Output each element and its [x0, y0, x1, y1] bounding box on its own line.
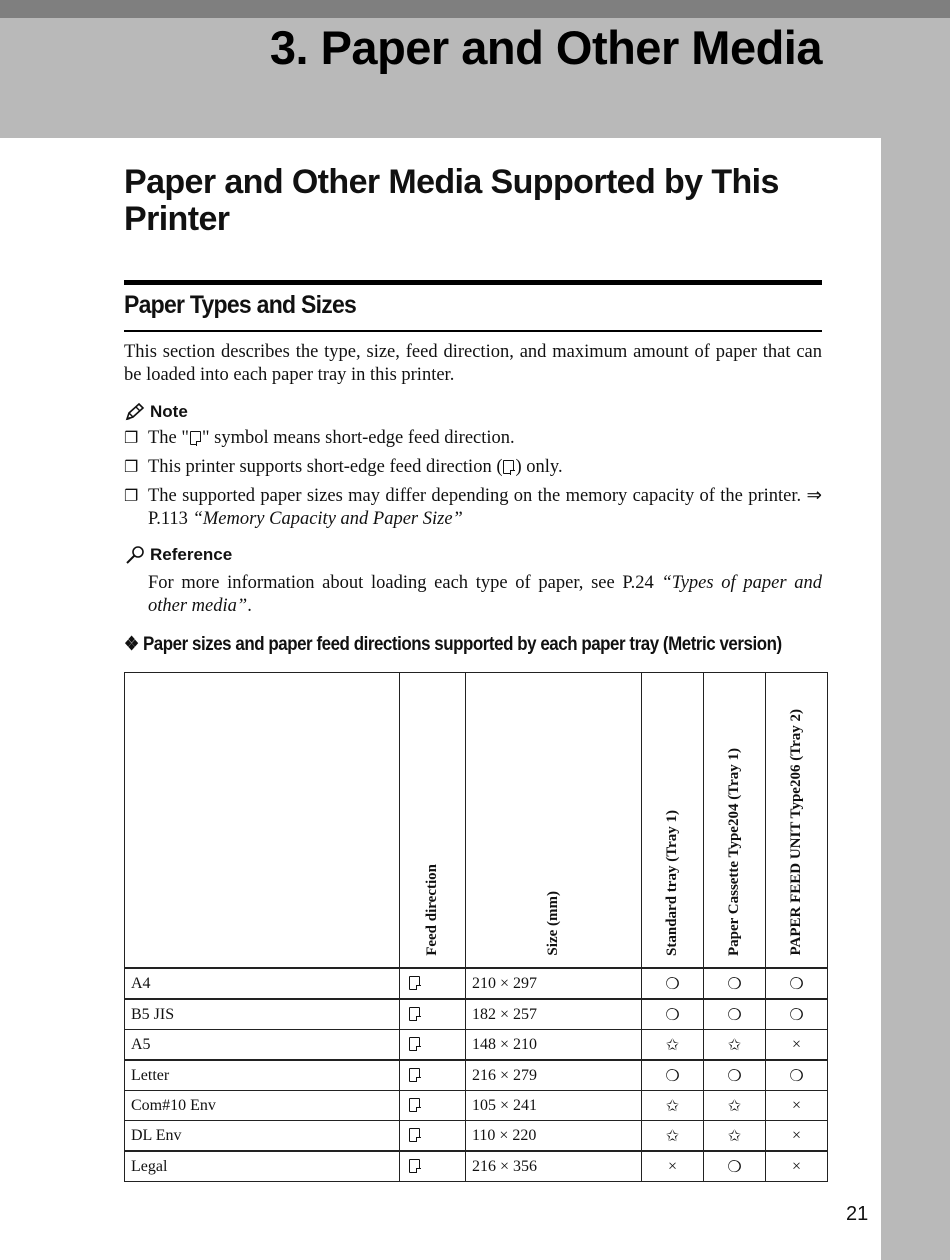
support-mark: ✩: [642, 1121, 704, 1152]
pencil-icon: [124, 402, 146, 422]
support-mark: ✩: [704, 1030, 766, 1061]
checkbox-icon: ❐: [124, 430, 139, 447]
table-row: DL Env 110 × 220 ✩ ✩ ×: [125, 1121, 828, 1152]
table-row: Legal 216 × 356 × ❍ ×: [125, 1151, 828, 1182]
short-edge-feed-icon: [409, 1007, 420, 1021]
subsection-rule: [124, 330, 822, 332]
note-item-2: ❐ This printer supports short-edge feed direction ( ) only.: [124, 457, 563, 477]
support-mark: ✩: [642, 1030, 704, 1061]
support-mark: ×: [766, 1030, 828, 1061]
support-mark: ×: [766, 1151, 828, 1182]
note-item-3: ❐ The supported paper sizes may differ depending on the memory capacity of the printer. ⇒ P.113 “Memory Capacity and Paper Size”: [124, 486, 822, 529]
note-heading: [124, 402, 188, 422]
section-title: Paper and Other Media Supported by This Printer: [124, 163, 779, 238]
support-mark: ×: [766, 1121, 828, 1152]
short-edge-feed-icon: [503, 460, 514, 474]
support-mark: ❍: [704, 1151, 766, 1182]
support-mark: ❍: [704, 999, 766, 1030]
chapter-title: 3. Paper and Other Media: [269, 21, 822, 74]
magnifier-icon: [124, 545, 146, 565]
support-mark: ✩: [704, 1121, 766, 1152]
section-rule: [124, 280, 822, 285]
support-mark: ❍: [642, 999, 704, 1030]
support-mark: ❍: [766, 999, 828, 1030]
short-edge-feed-icon: [409, 1159, 420, 1173]
support-mark: ×: [766, 1091, 828, 1121]
table-row: Com#10 Env 105 × 241 ✩ ✩ ×: [125, 1091, 828, 1121]
header-feed-direction: Feed direction: [400, 673, 466, 969]
checkbox-icon: ❐: [124, 488, 139, 505]
short-edge-feed-icon: [190, 431, 201, 445]
table-row: A5 148 × 210 ✩ ✩ ×: [125, 1030, 828, 1061]
cross-reference[interactable]: “Types of paper and other media”: [148, 573, 822, 616]
support-mark: ❍: [766, 1060, 828, 1091]
cross-reference[interactable]: “Memory Capacity and Paper Size”: [192, 509, 463, 529]
support-mark: ❍: [704, 968, 766, 999]
right-margin-band: [881, 138, 950, 1260]
checkbox-icon: ❐: [124, 459, 139, 476]
header-size: Size (mm): [466, 673, 642, 969]
top-strip: [0, 0, 950, 18]
corner-cell: [125, 673, 400, 969]
short-edge-feed-icon: [409, 1037, 420, 1051]
support-mark: ❍: [704, 1060, 766, 1091]
note-label: Note: [150, 402, 188, 421]
table-row: B5 JIS 182 × 257 ❍ ❍ ❍: [125, 999, 828, 1030]
header-paper-cassette: Paper Cassette Type204 (Tray 1): [704, 673, 766, 969]
table-header-row: [125, 673, 828, 969]
reference-heading: [124, 545, 232, 565]
note-item-1: ❐ The " " symbol means short-edge feed direction.: [124, 428, 515, 448]
reference-label: Reference: [150, 545, 233, 564]
support-mark: ❍: [766, 968, 828, 999]
intro-paragraph: This section describes the type, size, feed direction, and maximum amount of paper that can be loaded into each paper tray in this printer.: [124, 342, 822, 385]
support-mark: ✩: [642, 1091, 704, 1121]
support-mark: ❍: [642, 968, 704, 999]
table-row: A4 210 × 297 ❍ ❍ ❍: [125, 968, 828, 999]
short-edge-feed-icon: [409, 1128, 420, 1142]
header-paper-feed-unit: PAPER FEED UNIT Type206 (Tray 2): [766, 673, 828, 969]
short-edge-feed-icon: [409, 1068, 420, 1082]
short-edge-feed-icon: [409, 976, 420, 990]
short-edge-feed-icon: [409, 1098, 420, 1112]
paper-size-table: [124, 672, 828, 1182]
header-standard-tray: Standard tray (Tray 1): [642, 673, 704, 969]
support-mark: ✩: [704, 1091, 766, 1121]
table-title: ❖ Paper sizes and paper feed directions supported by each paper tray (Metric version): [124, 634, 782, 655]
page-number: 21: [846, 1203, 869, 1225]
support-mark: ×: [642, 1151, 704, 1182]
reference-text: For more information about loading each type of paper, see P.24 “Types of paper and other media”.: [148, 573, 822, 616]
support-mark: ❍: [642, 1060, 704, 1091]
table-row: Letter 216 × 279 ❍ ❍ ❍: [125, 1060, 828, 1091]
subsection-title: Paper Types and Sizes: [124, 291, 357, 319]
